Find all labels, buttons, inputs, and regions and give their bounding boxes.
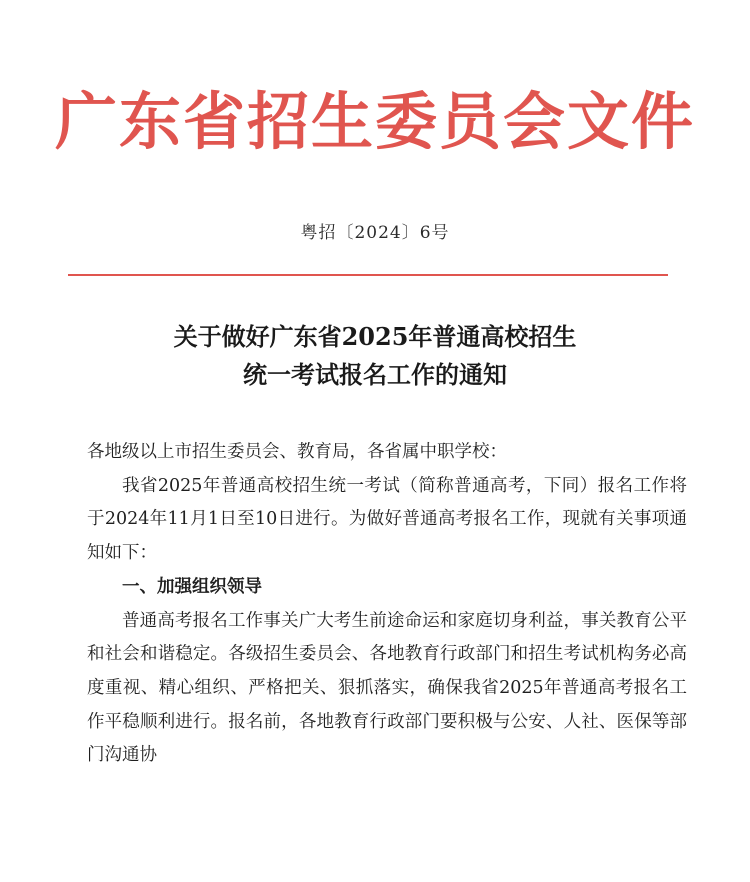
- salutation: 各地级以上市招生委员会、教育局，各省属中职学校：: [87, 442, 507, 462]
- section-heading-1: 一、加强组织领导: [122, 576, 262, 597]
- red-divider-line: [68, 274, 668, 276]
- notice-body: [87, 436, 687, 773]
- notice-title: [0, 318, 750, 394]
- notice-title-line-2: 统一考试报名工作的通知: [243, 360, 507, 389]
- document-number: 粤招〔2024〕6号: [300, 223, 450, 243]
- section-1-paragraph: 普通高考报名工作事关广大考生前途命运和家庭切身利益，事关教育公平和社会和谐稳定。各级招生委员会、各地教育行政部门和招生考试机构务必高度重视、精心组织、严格把关、狠抓落实，确保我省2025年普通高考报名工作平稳顺利进行。报名前，各地教育行政部门要积极与公安、人社、医保等部门沟通协: [87, 610, 687, 766]
- notice-title-line-1: 关于做好广东省2025年普通高校招生: [173, 322, 577, 351]
- intro-paragraph: 我省2025年普通高校招生统一考试（简称普通高考，下同）报名工作将于2024年11月1日至10日进行。为做好普通高考报名工作，现就有关事项通知如下：: [87, 475, 687, 564]
- document-header-title: 广东省招生委员会文件: [54, 85, 695, 158]
